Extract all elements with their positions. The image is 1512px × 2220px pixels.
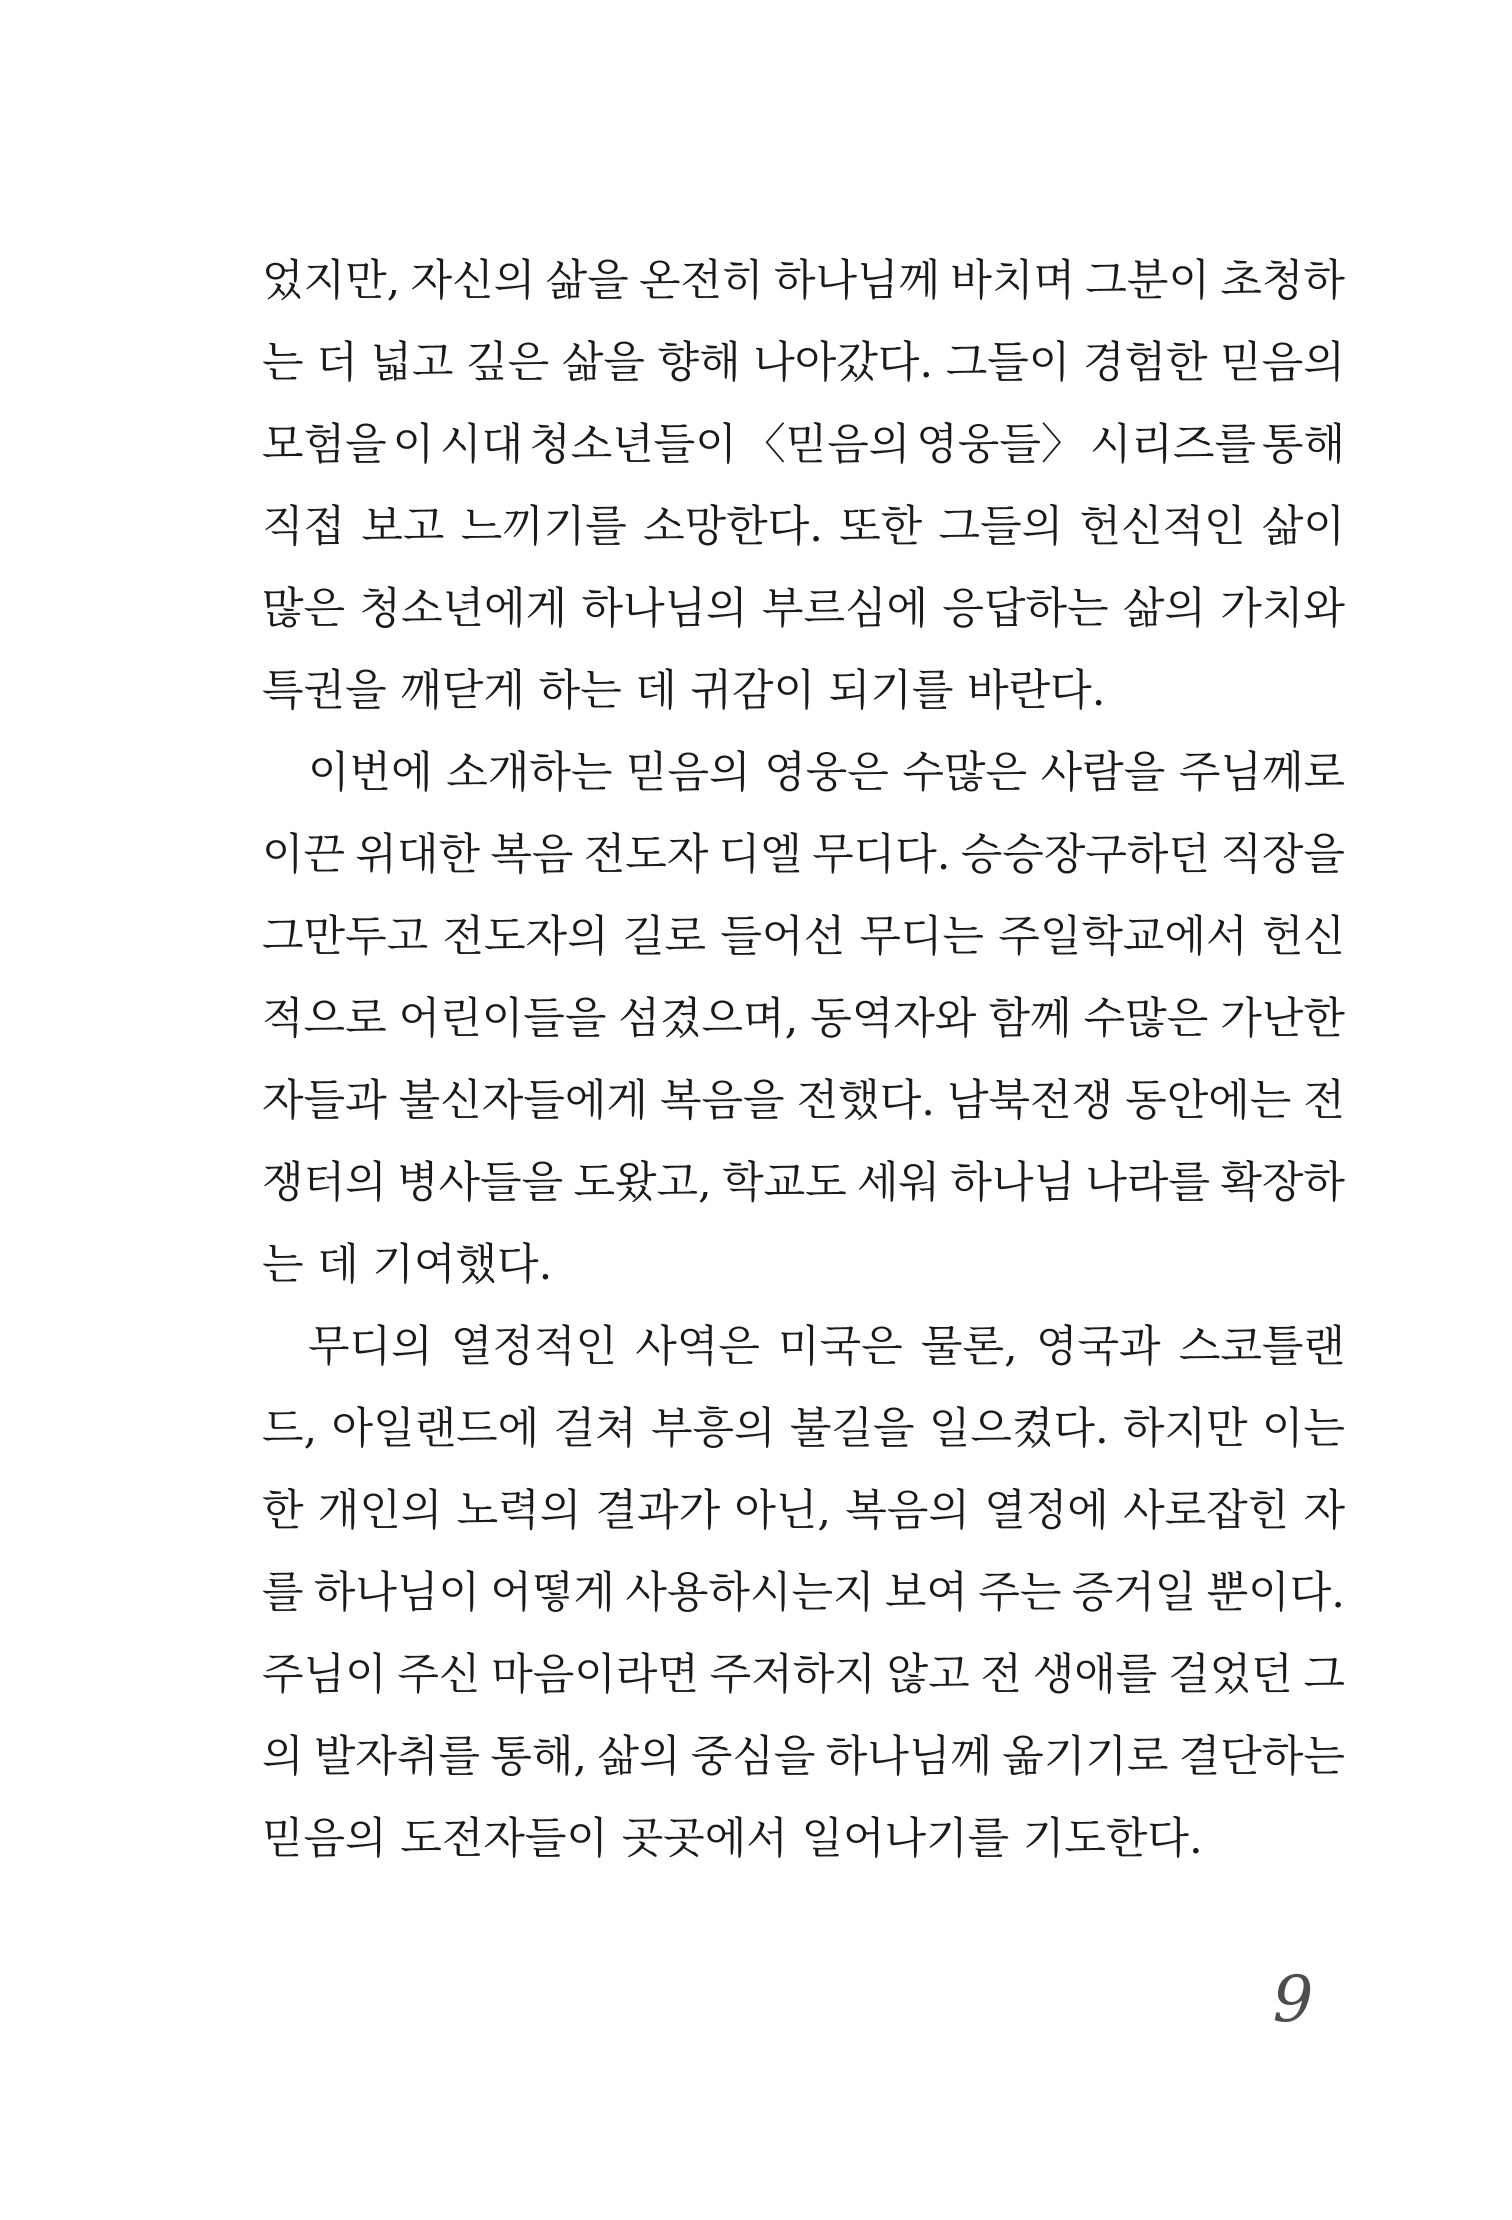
text-line (262, 1388, 1345, 1470)
word: 부흥의 (650, 1404, 776, 1454)
word: 통해 (1261, 420, 1345, 470)
word: 직접 (262, 502, 346, 552)
word: 하지만 (1122, 1404, 1248, 1454)
word: 스코틀랜 (1178, 1322, 1345, 1372)
word: 노력의 (456, 1486, 582, 1536)
word: 느끼기를 (460, 502, 627, 552)
text-line: 믿음의 도전자들이 곳곳에서 일어나기를 기도한다. (262, 1814, 1203, 1864)
word: 또한 (839, 502, 923, 552)
word: 보여 (884, 1568, 968, 1618)
text-line (262, 1716, 1345, 1798)
word: 청소년들이 (529, 420, 737, 470)
word: 영국과 (1035, 1322, 1161, 1372)
text-line (262, 978, 1345, 1060)
word: 복음을 (659, 1076, 785, 1126)
word: 아닌, (734, 1486, 832, 1536)
word: 증거일 (1071, 1568, 1197, 1618)
word: 동역자와 (810, 994, 977, 1044)
word: 이 (392, 420, 435, 470)
word: 승승장구하던 (960, 830, 1210, 880)
word: 더 (316, 338, 358, 388)
word: 〈믿음의 (742, 420, 911, 470)
word: 삶의 (1122, 584, 1206, 634)
word: 청소년에게 (359, 584, 568, 634)
word: 경험한 (1082, 338, 1208, 388)
word: 이는 (1261, 1404, 1345, 1454)
word: 수많은 (902, 748, 1028, 798)
text-line (262, 240, 1345, 322)
word: 소망한다. (643, 502, 823, 552)
word: 세워 (857, 1158, 941, 1208)
word: 그만두고 (262, 912, 429, 962)
word: 드, (262, 1404, 318, 1454)
word: 결과가 (595, 1486, 721, 1536)
word: 깊은 (466, 338, 550, 388)
text-line (262, 568, 1345, 650)
word: 직장을 (1220, 830, 1345, 880)
body-text (262, 240, 1345, 1880)
word: 그들이 (945, 338, 1071, 388)
word: 적으로 (262, 994, 387, 1044)
word: 영웅은 (764, 748, 889, 798)
word: 아일랜드에 (331, 1404, 540, 1454)
word: 이번에 (308, 748, 433, 798)
word: 섬겼으며, (618, 994, 799, 1044)
word: 가치와 (1220, 584, 1345, 634)
word: 이끈 (262, 830, 346, 880)
word: 전도자의 (442, 912, 609, 962)
word: 믿음의 (1220, 338, 1345, 388)
word: 응답하는 (942, 584, 1109, 634)
word: 길로 (622, 912, 707, 962)
word: 남북전쟁 (946, 1076, 1114, 1126)
word: 주님께로 (1178, 748, 1345, 798)
word: 어린이들을 (398, 994, 607, 1044)
word: 주저하지 (709, 1650, 876, 1700)
word: 위대한 (355, 830, 481, 880)
word: 그분이 (1085, 256, 1210, 306)
word: 복음의 (845, 1486, 970, 1536)
word: 자들과 (262, 1076, 387, 1126)
word: 디엘 (718, 830, 802, 880)
word: 한 (262, 1486, 304, 1536)
word: 의 (262, 1732, 304, 1782)
word: 삶의 (597, 1732, 681, 1782)
word: 걸었던 (1168, 1650, 1293, 1700)
word: 를 (262, 1568, 304, 1618)
word: 보고 (361, 502, 445, 552)
word: 넓고 (370, 338, 454, 388)
word: 삶을 (561, 338, 645, 388)
word: 헌신적인 (1079, 502, 1246, 552)
word: 열정에 (984, 1486, 1109, 1536)
word: 무디는 (859, 912, 984, 962)
word: 않고 (886, 1650, 970, 1700)
word: 복음 (490, 830, 574, 880)
word: 는 (262, 338, 304, 388)
word: 삶이 (1261, 502, 1345, 552)
word: 하나님의 (581, 584, 748, 634)
text-line: 는 데 기여했다. (262, 1240, 553, 1290)
text-line (262, 322, 1345, 404)
word: 들어선 (720, 912, 845, 962)
word: 불신자들에게 (398, 1076, 648, 1126)
text-line (262, 1142, 1345, 1224)
word: 사로잡힌 (1123, 1486, 1290, 1536)
text-line (262, 1060, 1345, 1142)
word: 하나님께 (825, 1732, 992, 1782)
word: 하나님께 (773, 256, 941, 306)
word: 일으켰다. (928, 1404, 1109, 1454)
word: 가난한 (1220, 994, 1345, 1044)
word: 나아갔다. (753, 338, 934, 388)
word: 믿음의 (625, 748, 751, 798)
word: 수많은 (1083, 994, 1209, 1044)
word: 마음이라면 (491, 1650, 699, 1700)
word: 미국은 (778, 1322, 903, 1372)
text-line (262, 732, 1345, 814)
word: 그들의 (938, 502, 1064, 552)
word: 무디의 (308, 1322, 433, 1372)
word: 전했다. (796, 1076, 935, 1126)
word: 많은 (262, 584, 346, 634)
page-number: 9 (1272, 1963, 1314, 2037)
word: 향해 (657, 338, 741, 388)
word: 불길을 (789, 1404, 915, 1454)
word: 하나님 (950, 1158, 1076, 1208)
word: 부르심에 (761, 584, 929, 634)
word: 생애를 (1032, 1650, 1158, 1700)
text-line (262, 814, 1345, 896)
word: 나라를 (1085, 1158, 1210, 1208)
word: 중심을 (690, 1732, 816, 1782)
word: 시대 (440, 420, 524, 470)
word: 물론, (920, 1322, 1018, 1372)
word: 자신의 (410, 256, 536, 306)
word: 온전히 (638, 256, 764, 306)
text-line (262, 404, 1345, 486)
word: 학교도 (722, 1158, 847, 1208)
text-line (262, 1306, 1345, 1388)
word: 개인의 (317, 1486, 443, 1536)
word: 주는 (978, 1568, 1062, 1618)
word: 열정적인 (450, 1322, 618, 1372)
word: 어떻게 (490, 1568, 615, 1618)
word: 뿐이다. (1206, 1568, 1345, 1618)
text-line (262, 896, 1345, 978)
word: 병사들을 (396, 1158, 564, 1208)
word: 소개하는 (446, 748, 613, 798)
word: 사람을 (1040, 748, 1166, 798)
word: 영웅들〉 (916, 420, 1084, 470)
word: 헌신 (1261, 912, 1345, 962)
word: 사역은 (635, 1322, 760, 1372)
word: 옮기기로 (1002, 1732, 1169, 1782)
word: 전 (980, 1650, 1022, 1700)
word: 시리즈를 (1089, 420, 1256, 470)
word: 무디다. (812, 830, 951, 880)
word: 주일학교에서 (998, 912, 1248, 962)
word: 자 (1303, 1486, 1345, 1536)
word: 도왔고, (573, 1158, 712, 1208)
word: 사용하시는지 (625, 1568, 875, 1618)
word: 동안에는 (1125, 1076, 1292, 1126)
word: 쟁터의 (262, 1158, 387, 1208)
word: 삶을 (545, 256, 629, 306)
text-line (262, 1470, 1345, 1552)
word: 모험을 (262, 420, 387, 470)
word: 확장하 (1220, 1158, 1345, 1208)
word: 그 (1303, 1650, 1345, 1700)
word: 하나님이 (313, 1568, 481, 1618)
text-line (262, 486, 1345, 568)
word: 었지만, (262, 256, 401, 306)
word: 걸쳐 (553, 1404, 637, 1454)
word: 발자취를 (313, 1732, 481, 1782)
text-line (262, 1552, 1345, 1634)
word: 전 (1303, 1076, 1345, 1126)
text-line (262, 1634, 1345, 1716)
word: 함께 (988, 994, 1072, 1044)
word: 결단하는 (1178, 1732, 1345, 1782)
word: 주신 (397, 1650, 481, 1700)
text-line: 특권을 깨닫게 하는 데 귀감이 되기를 바란다. (262, 666, 1106, 716)
word: 주님이 (262, 1650, 387, 1700)
word: 전도자 (583, 830, 709, 880)
word: 바치며 (950, 256, 1076, 306)
word: 초청하 (1220, 256, 1345, 306)
word: 통해, (490, 1732, 588, 1782)
